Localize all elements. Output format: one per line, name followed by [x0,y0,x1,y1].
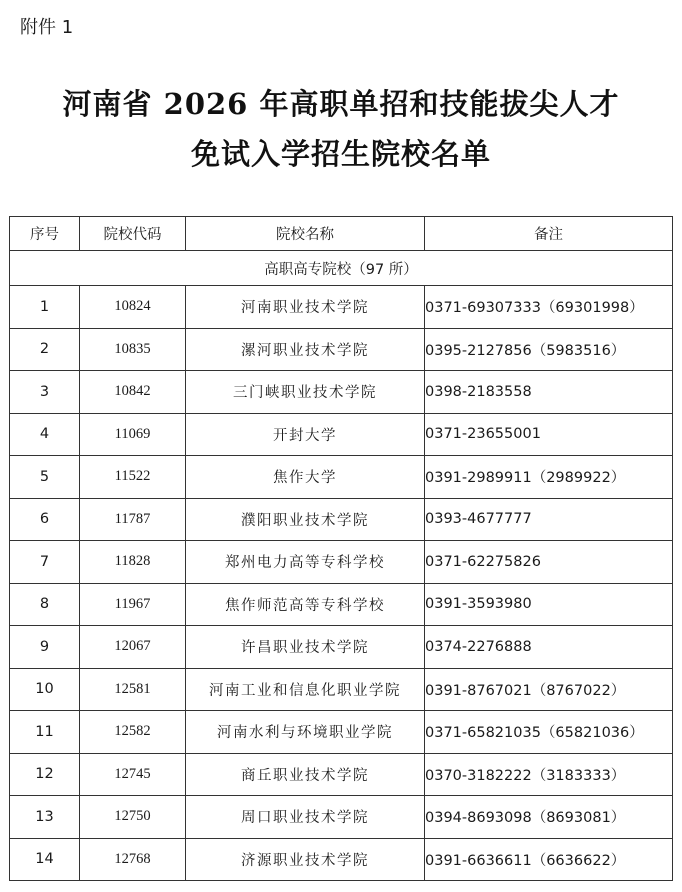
group-label: 高职高专院校（97 所） [10,251,673,286]
cell-no: 13 [10,796,80,839]
cell-note: 0393-4677777 [425,498,673,541]
table-row [10,371,673,414]
table-row [10,413,673,456]
cell-name: 焦作大学 [186,456,425,499]
cell-name: 河南水利与环境职业学院 [186,711,425,754]
cell-name: 济源职业技术学院 [186,838,425,881]
cell-note: 0394-8693098（8693081） [425,796,673,839]
cell-no: 12 [10,753,80,796]
cell-no: 9 [10,626,80,669]
table-row [10,668,673,711]
cell-code: 12581 [80,668,186,711]
cell-name: 漯河职业技术学院 [186,328,425,371]
cell-name: 焦作师范高等专科学校 [186,583,425,626]
cell-note: 0391-2989911（2989922） [425,456,673,499]
cell-code: 11787 [80,498,186,541]
cell-note: 0371-62275826 [425,541,673,584]
school-list-table [9,216,673,881]
cell-note: 0371-69307333（69301998） [425,286,673,329]
cell-no: 4 [10,413,80,456]
cell-note: 0391-6636611（6636622） [425,838,673,881]
table-row [10,541,673,584]
cell-name: 周口职业技术学院 [186,796,425,839]
cell-no: 11 [10,711,80,754]
cell-no: 8 [10,583,80,626]
cell-no: 3 [10,371,80,414]
cell-note: 0374-2276888 [425,626,673,669]
table-row [10,328,673,371]
cell-name: 商丘职业技术学院 [186,753,425,796]
cell-note: 0395-2127856（5983516） [425,328,673,371]
cell-code: 10842 [80,371,186,414]
header-no: 序号 [10,217,80,251]
cell-code: 10835 [80,328,186,371]
table-row [10,456,673,499]
cell-code: 10824 [80,286,186,329]
cell-no: 5 [10,456,80,499]
attachment-label: 附件 1 [20,17,74,38]
header-code: 院校代码 [80,217,186,251]
cell-code: 12745 [80,753,186,796]
cell-code: 11522 [80,456,186,499]
cell-name: 河南工业和信息化职业学院 [186,668,425,711]
table-header-row [10,217,673,251]
table-row [10,626,673,669]
cell-code: 12768 [80,838,186,881]
cell-code: 11828 [80,541,186,584]
cell-code: 12582 [80,711,186,754]
cell-note: 0371-23655001 [425,413,673,456]
cell-no: 7 [10,541,80,584]
table-row [10,796,673,839]
cell-no: 1 [10,286,80,329]
cell-no: 6 [10,498,80,541]
table-row [10,286,673,329]
cell-no: 14 [10,838,80,881]
cell-name: 许昌职业技术学院 [186,626,425,669]
table-row [10,498,673,541]
cell-name: 濮阳职业技术学院 [186,498,425,541]
cell-no: 2 [10,328,80,371]
table-group-row [10,251,673,286]
table-row [10,753,673,796]
header-name: 院校名称 [186,217,425,251]
document-title-line-1: 河南省 2026 年高职单招和技能拔尖人才 [62,87,620,121]
table-row [10,838,673,881]
cell-note: 0391-3593980 [425,583,673,626]
cell-name: 河南职业技术学院 [186,286,425,329]
cell-name: 开封大学 [186,413,425,456]
cell-code: 11069 [80,413,186,456]
header-note: 备注 [425,217,673,251]
cell-name: 三门峡职业技术学院 [186,371,425,414]
table-row [10,583,673,626]
cell-code: 12750 [80,796,186,839]
cell-name: 郑州电力高等专科学校 [186,541,425,584]
cell-code: 12067 [80,626,186,669]
cell-note: 0398-2183558 [425,371,673,414]
table-row [10,711,673,754]
cell-note: 0370-3182222（3183333） [425,753,673,796]
cell-no: 10 [10,668,80,711]
cell-note: 0391-8767021（8767022） [425,668,673,711]
cell-note: 0371-65821035（65821036） [425,711,673,754]
cell-code: 11967 [80,583,186,626]
document-title-line-2: 免试入学招生院校名单 [190,137,491,171]
